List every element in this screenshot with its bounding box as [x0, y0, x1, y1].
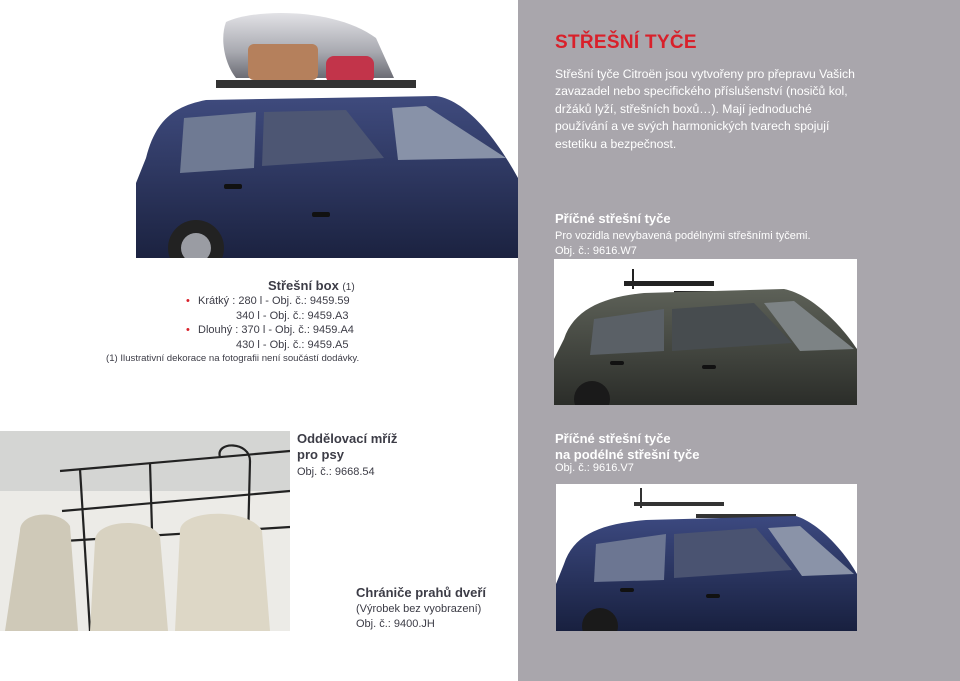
intro-paragraph: Střešní tyče Citroën jsou vytvořeny pro přepravu Vašich zavazadel nebo specifického příslušenství (nosičů kol, držáků lyží, střešních boxů…). Mají jednoduché používání a ve svých harmonických tvarech spojují estetiku a bezpečnost.: [555, 67, 855, 151]
roof-box-heading: [268, 278, 355, 293]
cross-bars-description: Pro vozidla nevybavená podélnými střešními tyčemi.: [555, 230, 811, 242]
list-item: 430 l - Obj. č.: 9459.A5: [236, 338, 349, 351]
page-title: STŘEŠNÍ TYČE: [555, 32, 697, 53]
cross-bars-long-heading-line1: Příčné střešní tyče: [555, 431, 671, 446]
cross-bars-section: [555, 211, 855, 259]
dog-guard-section: [297, 431, 397, 480]
cross-bars-heading: Příčné střešní tyče: [555, 211, 671, 226]
cross-bars-long-ref: Obj. č.: 9616.V7: [555, 462, 634, 474]
sill-protectors-heading: Chrániče prahů dveří: [356, 585, 487, 600]
photo-roof-box-car: [136, 8, 518, 258]
photo-dog-guard: [0, 431, 290, 631]
roof-box-heading-text: Střešní box: [268, 278, 339, 293]
photo-cross-bars-car: [554, 259, 857, 405]
roof-box-note: (1) Ilustrativní dekorace na fotografii není součástí dodávky.: [106, 353, 360, 364]
list-item: • Dlouhý : 370 l - Obj. č.: 9459.A4: [186, 324, 354, 337]
roof-box-list: [186, 294, 354, 352]
cross-bars-longitudinal-section: [555, 431, 700, 476]
bullet-icon: •: [186, 324, 190, 337]
list-item: • Krátký : 280 l - Obj. č.: 9459.59: [186, 295, 350, 307]
list-item: 340 l - Obj. č.: 9459.A3: [236, 309, 349, 322]
cross-bars-ref: Obj. č.: 9616.W7: [555, 245, 637, 257]
bullet-icon: •: [186, 295, 190, 307]
roof-box-footnote-mark: (1): [342, 282, 355, 293]
cross-bars-long-heading-line2: na podélné střešní tyče: [555, 447, 700, 462]
dog-guard-heading-line1: Oddělovací mříž: [297, 431, 398, 446]
dog-guard-heading-line2: pro psy: [297, 447, 344, 462]
sill-protectors-note: (Výrobek bez vyobrazení): [356, 603, 482, 615]
sill-protectors-section: [356, 585, 486, 632]
dog-guard-ref: Obj. č.: 9668.54: [297, 466, 375, 478]
photo-cross-bars-longitudinal-car: [556, 484, 857, 631]
sill-protectors-ref: Obj. č.: 9400.JH: [356, 618, 435, 630]
